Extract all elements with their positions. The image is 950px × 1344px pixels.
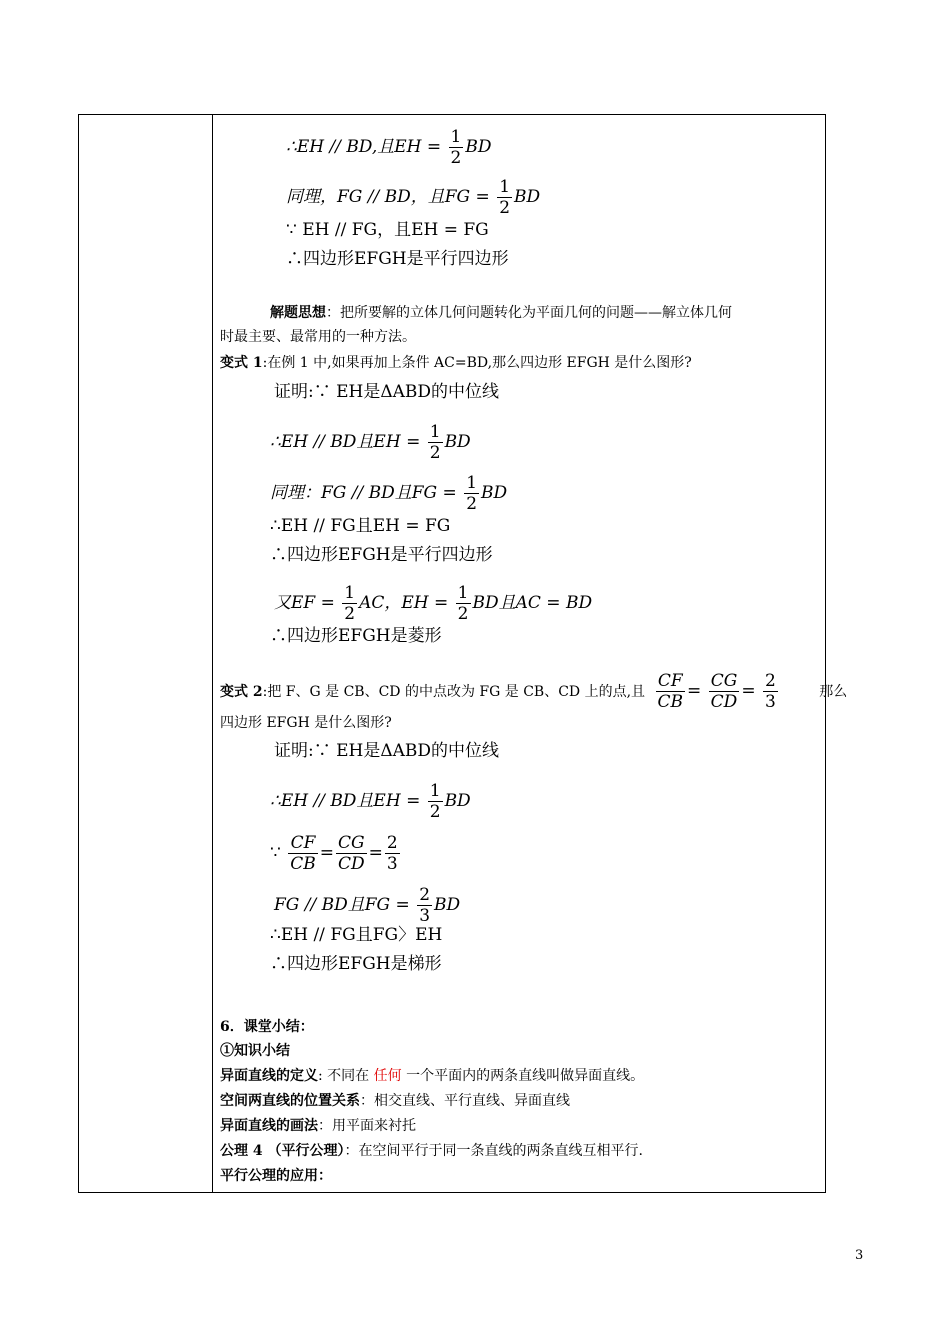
summary-relations: 空间两直线的位置关系：相交直线、平行直线、异面直线 — [220, 1093, 570, 1109]
summary-heading: 6．课堂小结： — [220, 1019, 314, 1035]
v2-proof-5: ∴EH // FG且FG〉EH — [270, 925, 443, 945]
v1-proof-6: 又EF = $\frac{1}{2}$ AC，EH = $\frac{1}{2}$ BD且AC = BD — [274, 583, 593, 624]
v2-proof-3: ∵ $\frac{CF}{CB}$ = $\frac{CG}{CD}$ = $\frac{2}{3}$ — [270, 833, 398, 874]
summary-application: 平行公理的应用： — [220, 1168, 332, 1184]
idea-line-1: 解题思想：把所要解的立体几何问题转化为平面几何的问题——解立体几何 — [270, 305, 732, 321]
v2-proof-2: ∴EH // BD且EH = $\frac{1}{2}$ BD — [270, 781, 471, 822]
v1-proof-5: ∴四边形EFGH是平行四边形 — [270, 545, 493, 565]
content-table — [78, 114, 848, 1193]
v1-proof-7: ∴四边形EFGH是菱形 — [270, 626, 442, 646]
v2-proof-1: 证明:∵ EH是ΔABD的中位线 — [274, 741, 500, 761]
column-divider — [212, 115, 213, 1192]
proof-line-3: ∵ EH // FG，且EH = FG — [286, 220, 489, 240]
variant-1-title: 变式 1:在例 1 中,如果再加上条件 AC=BD,那么四边形 EFGH 是什么图形? — [220, 355, 692, 371]
summary-definition: 异面直线的定义: 不同在 任何 一个平面内的两条直线叫做异面直线。 — [220, 1068, 645, 1084]
variant-2-title: 变式 2:把 F、G 是 CB、CD 的中点改为 FG 是 CB、CD 上的点,且 $\frac{CF}{CB}$ = $\frac{CG}{CD}$ = $\frac{2}{3}$ 那么 — [220, 671, 848, 712]
v1-proof-1: 证明:∵ EH是ΔABD的中位线 — [274, 382, 500, 402]
summary-axiom: 公理 4 （平行公理）：在空间平行于同一条直线的两条直线互相平行. — [220, 1143, 643, 1159]
v1-proof-4: ∴EH // FG且EH = FG — [270, 516, 451, 536]
v1-proof-3: 同理：FG // BD且FG = $\frac{1}{2}$ BD — [270, 473, 508, 514]
proof-line-1: ∴EH // BD,且EH = $\frac{1}{2}$ BD — [286, 127, 492, 168]
proof-line-2: 同理，FG // BD，且FG = $\frac{1}{2}$ BD — [286, 177, 541, 218]
proof-line-4: ∴四边形EFGH是平行四边形 — [286, 249, 509, 269]
fraction-half: $\frac{1}{2}$ — [450, 127, 462, 168]
v2-proof-4: FG // BD且FG = $\frac{2}{3}$ BD — [274, 885, 461, 926]
fraction-half: $\frac{1}{2}$ — [499, 177, 511, 218]
v2-proof-6: ∴四边形EFGH是梯形 — [270, 954, 442, 974]
summary-drawing: 异面直线的画法：用平面来衬托 — [220, 1118, 416, 1134]
idea-line-2: 时最主要、最常用的一种方法。 — [220, 329, 416, 345]
page-number: 3 — [855, 1248, 864, 1263]
variant-2-title-cont: 四边形 EFGH 是什么图形? — [220, 715, 392, 731]
summary-subheading: ①知识小结 — [220, 1043, 290, 1059]
content-cell — [220, 115, 848, 1192]
v1-proof-2: ∴EH // BD且EH = $\frac{1}{2}$ BD — [270, 422, 471, 463]
